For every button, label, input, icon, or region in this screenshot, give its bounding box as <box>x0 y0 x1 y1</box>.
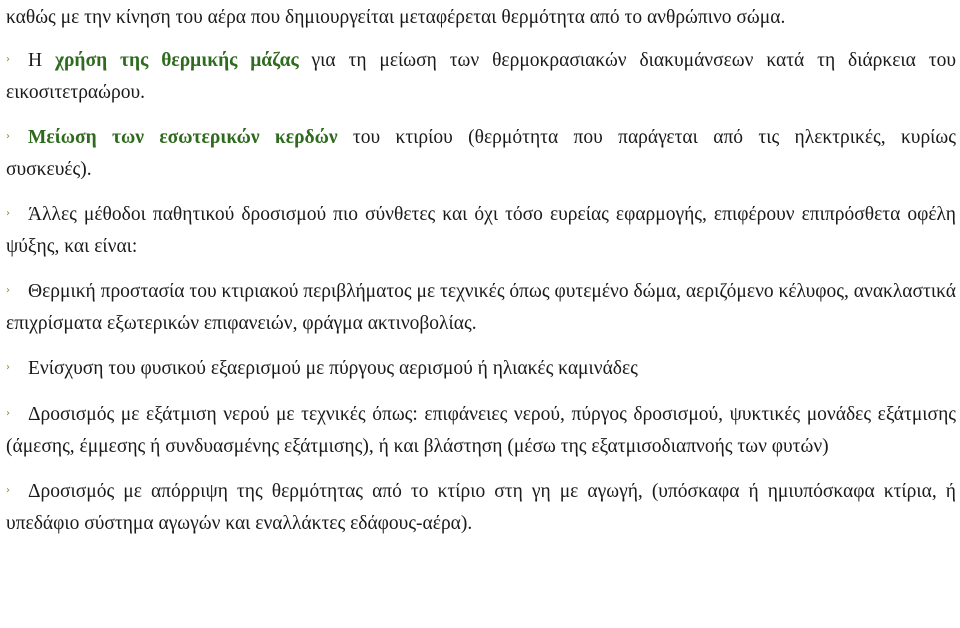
paragraph-other-methods <box>6 199 956 262</box>
bullet-icon: › <box>6 485 10 497</box>
paragraph-text: καθώς με την κίνηση του αέρα που δημιουργείται μεταφέρεται θερμότητα από το ανθρώπινο σώμα. <box>6 7 786 28</box>
paragraph-highlight: χρήση της θερμικής μάζας <box>54 50 299 71</box>
paragraph-text: για τη μείωση των θερμοκρασιακών διακυμάνσεων κατά τη διάρκεια του εικοσιτετραώρου. <box>6 50 957 104</box>
paragraph-text: Δροσισμός με απόρριψη της θερμότητας από το κτίριο στη γη με αγωγή, (υπόσκαφα ή ημιυπόσκαφα κτίρια, ή υπεδάφιο σύστημα αγωγών και εναλλάκτες εδάφους-αέρα). <box>6 481 956 535</box>
paragraph-text: Θερμική προστασία του κτιριακού περιβλήματος με τεχνικές όπως φυτεμένο δώμα, αεριζόμενο κέλυφος, ανακλαστικά επιχρίσματα εξωτερικών επιφανειών, φράγμα ακτινοβολίας. <box>6 281 956 335</box>
bullet-icon: › <box>6 362 10 374</box>
bullet-icon: › <box>6 131 10 143</box>
paragraph-text: Δροσισμός με εξάτμιση νερού με τεχνικές όπως: επιφάνειες νερού, πύργος δροσισμού, ψυκτικές μονάδες εξάτμισης (άμεσης, έμμεσης ή συνδυασμένης εξάτμισης), ή και βλάστηση (μέσω της εξατμισοδιαπνοής των φυτών) <box>6 404 956 458</box>
paragraph-text: Ενίσχυση του φυσικού εξαερισμού με πύργους αερισμού ή ηλιακές καμινάδες <box>28 358 638 380</box>
paragraph-ground-cooling <box>6 476 956 539</box>
paragraph-evaporative-cooling <box>6 399 956 462</box>
document-page <box>6 2 956 539</box>
bullet-icon: › <box>6 208 10 220</box>
paragraph-text: του κτιρίου (θερμότητα που παράγεται από τις ηλεκτρικές, κυρίως συσκευές). <box>6 127 956 181</box>
paragraph-text: Άλλες μέθοδοι παθητικού δροσισμού πιο σύνθετες και όχι τόσο ευρείας εφαρμογής, επιφέρουν επιπρόσθετα οφέλη ψύξης, και είναι: <box>6 204 956 258</box>
paragraph-envelope-protection <box>6 276 956 339</box>
paragraph-intro <box>6 2 956 33</box>
bullet-icon: › <box>6 54 10 66</box>
paragraph-thermal-mass <box>6 45 956 108</box>
paragraph-natural-ventilation <box>6 353 956 385</box>
paragraph-prefix: Η <box>28 50 55 71</box>
paragraph-highlight: Μείωση των εσωτερικών κερδών <box>28 127 338 149</box>
paragraph-internal-gains <box>6 122 956 185</box>
bullet-icon: › <box>6 408 10 420</box>
bullet-icon: › <box>6 285 10 297</box>
